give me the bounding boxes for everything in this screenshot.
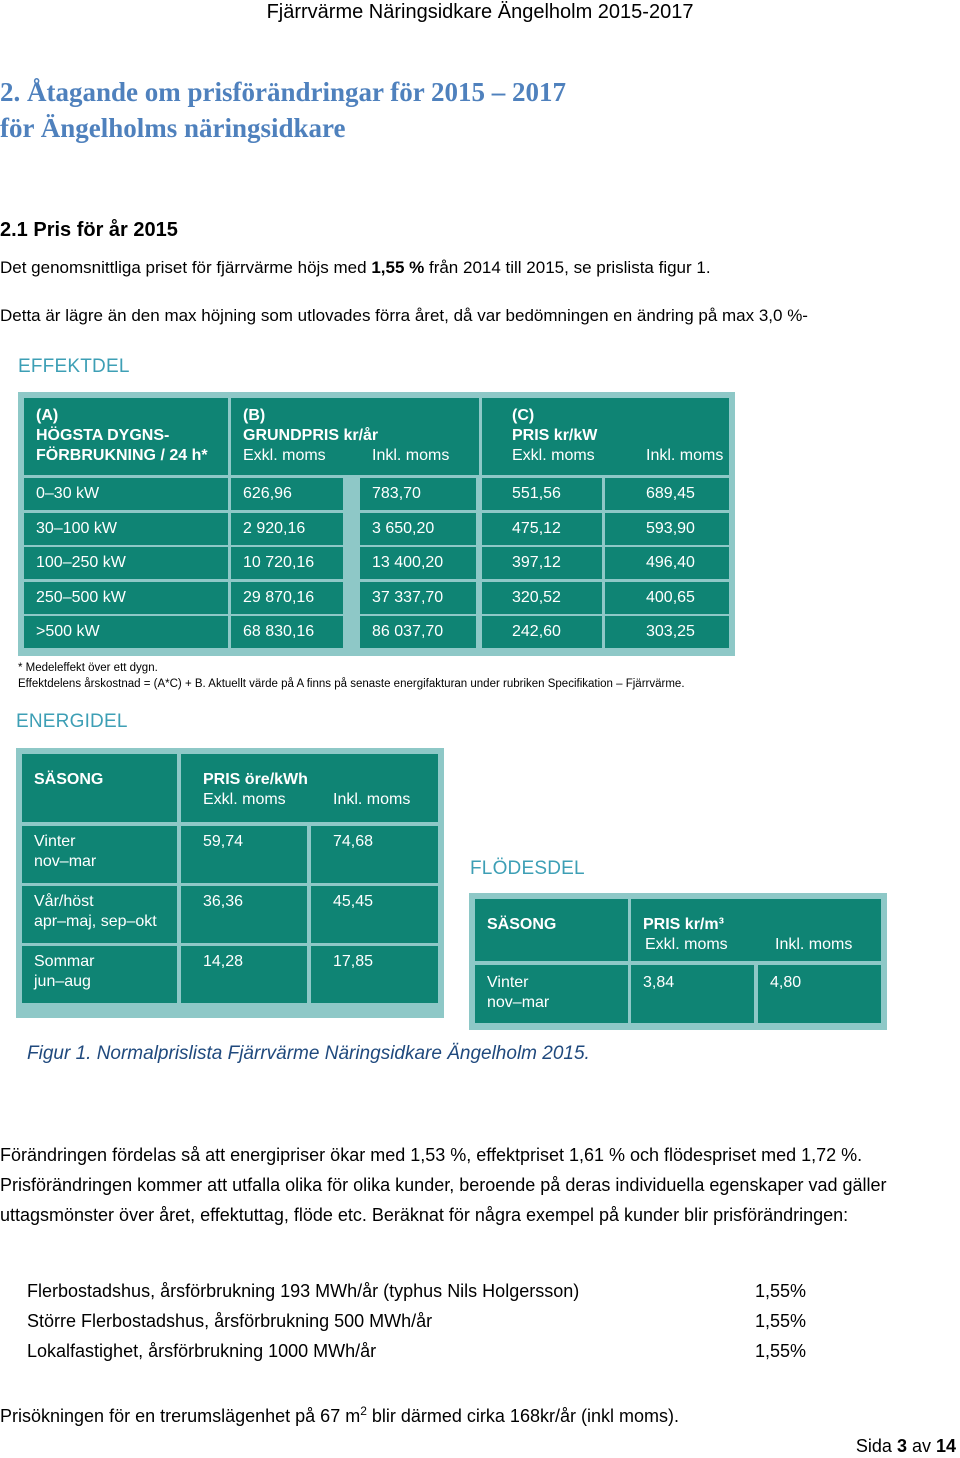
effekt-cell-grundpris-exkl: 626,96: [231, 478, 343, 510]
effekt-cell-kw-pris-exkl: 320,52: [482, 582, 602, 614]
example-label: Flerbostadshus, årsförbrukning 193 MWh/år (typhus Nils Holgersson): [27, 1281, 580, 1301]
body-text: [0, 1140, 940, 1230]
effekt-header-b: (B) GRUNDPRIS kr/år Exkl. moms Inkl. moms: [231, 398, 479, 475]
effekt-cell-kw-pris-inkl: 496,40: [605, 547, 729, 579]
energi-header-price: PRIS öre/kWh Exkl. moms Inkl. moms: [181, 754, 438, 822]
flode-header-season: SÄSONG: [475, 899, 628, 961]
effektdel-formula-note: Effektdelens årskostnad = (A*C) + B. Aktuellt värde på A finns på senaste energifakturan under rubriken Specifikation – Fjärrvärme.: [18, 678, 685, 690]
effekt-cell-kw-pris-inkl: 593,90: [605, 513, 729, 545]
energi-row-inkl: 17,85: [311, 946, 438, 1003]
page-header: Fjärrvärme Näringsidkare Ängelholm 2015-2017: [266, 1, 694, 23]
effekt-cell-load-range: 30–100 kW: [24, 513, 228, 545]
effekt-cell-kw-pris-exkl: 551,56: [482, 478, 602, 510]
body-paragraph-2: Prisförändringen kommer att utfalla olika för olika kunder, beroende på deras individuella egenskaper vad gäller uttagsmönster över året, effektuttag, flöde etc. Beräknat för några exempel på kunder blir prisförändringen:: [0, 1175, 887, 1225]
energi-row-exkl: 59,74: [181, 826, 307, 883]
effekt-header-c: (C) PRIS kr/kW Exkl. moms Inkl. moms: [482, 398, 729, 475]
energi-row-inkl: 74,68: [311, 826, 438, 883]
season-name: Vinter: [34, 833, 76, 850]
flode-row-exkl: 3,84: [631, 965, 754, 1023]
season-months: apr–maj, sep–okt: [34, 913, 157, 930]
effektdel-title: EFFEKTDEL: [18, 356, 130, 377]
effekt-cell-kw-pris-inkl: 303,25: [605, 616, 729, 648]
figure-caption: Figur 1. Normalprislista Fjärrvärme Näringsidkare Ängelholm 2015.: [27, 1043, 590, 1064]
section-heading-line1: 2. Åtagande om prisförändringar för 2015 – 2017: [0, 77, 566, 107]
effekt-cell-grundpris-exkl: 10 720,16: [231, 547, 343, 579]
effekt-cell-load-range: 100–250 kW: [24, 547, 228, 579]
effekt-cell-grundpris-inkl: 783,70: [360, 478, 476, 510]
effekt-cell-grundpris-inkl: 86 037,70: [360, 616, 476, 648]
final-sentence: Prisökningen för en trerumslägenhet på 67 $m^2$ blir därmed cirka 168kr/år (inkl moms).: [0, 1404, 679, 1426]
example-value: 1,55%: [755, 1281, 807, 1301]
example-value: 1,55%: [755, 1341, 807, 1361]
energi-row-season: [22, 826, 177, 883]
effekt-header-a: (A) HÖGSTA DYGNS- FÖRBRUKNING / 24 h*: [24, 398, 228, 475]
flode-row-inkl: 4,80: [758, 965, 881, 1023]
energidel-table: [16, 748, 444, 1018]
energi-header-season: SÄSONG: [22, 754, 177, 822]
example-label: Lokalfastighet, årsförbrukning 1000 MWh/år: [27, 1341, 377, 1361]
effekt-cell-load-range: 250–500 kW: [24, 582, 228, 614]
energi-row-exkl: 36,36: [181, 886, 307, 943]
intro-paragraph-1: Det genomsnittliga priset för fjärrvärme höjs med 1,55 % från 2014 till 2015, se prislista figur 1.: [0, 258, 711, 277]
subsection-heading: 2.1 Pris för år 2015: [0, 219, 178, 241]
effekt-cell-grundpris-inkl: 37 337,70: [360, 582, 476, 614]
example-label: Större Flerbostadshus, årsförbrukning 500 MWh/år: [27, 1311, 433, 1331]
effekt-cell-kw-pris-exkl: 475,12: [482, 513, 602, 545]
flodesdel-title: FLÖDESDEL: [470, 858, 585, 879]
effektdel-table: [18, 392, 735, 656]
season-months: jun–aug: [34, 973, 91, 990]
energi-row-exkl: 14,28: [181, 946, 307, 1003]
effekt-cell-grundpris-exkl: 68 830,16: [231, 616, 343, 648]
effekt-cell-kw-pris-exkl: 397,12: [482, 547, 602, 579]
energidel-title: ENERGIDEL: [16, 711, 128, 732]
flode-header-price: PRIS kr/m³ Exkl. moms Inkl. moms: [631, 899, 881, 961]
effekt-cell-grundpris-exkl: 29 870,16: [231, 582, 343, 614]
energi-row-season: [22, 886, 177, 943]
page-number: Sida 3 av 14: [855, 1436, 956, 1456]
effekt-cell-grundpris-inkl: 13 400,20: [360, 547, 476, 579]
effekt-cell-kw-pris-inkl: 400,65: [605, 582, 729, 614]
effekt-cell-kw-pris-exkl: 242,60: [482, 616, 602, 648]
effektdel-footnote: * Medeleffekt över ett dygn.: [18, 662, 158, 674]
intro-paragraph-2: Detta är lägre än den max höjning som utlovades förra året, då var bedömningen en ändring på max 3,0 %-: [0, 306, 808, 325]
flode-row-season: Vinter nov–mar: [475, 965, 628, 1023]
energi-row-season: [22, 946, 177, 1003]
effekt-cell-kw-pris-inkl: 689,45: [605, 478, 729, 510]
energi-row-inkl: 45,45: [311, 886, 438, 943]
section-heading-line2: för Ängelholms näringsidkare: [0, 113, 346, 143]
example-value: 1,55%: [755, 1311, 807, 1331]
season-months: nov–mar: [34, 853, 97, 870]
season-name: Sommar: [34, 953, 95, 970]
effekt-cell-load-range: 0–30 kW: [24, 478, 228, 510]
effekt-cell-grundpris-exkl: 2 920,16: [231, 513, 343, 545]
effekt-cell-grundpris-inkl: 3 650,20: [360, 513, 476, 545]
season-name: Vår/höst: [34, 893, 94, 910]
flodesdel-table: [469, 893, 887, 1030]
effekt-cell-load-range: >500 kW: [24, 616, 228, 648]
body-paragraph-1: Förändringen fördelas så att energipriser ökar med 1,53 %, effektpriset 1,61 % och flödespriset med 1,72 %.: [0, 1145, 863, 1165]
